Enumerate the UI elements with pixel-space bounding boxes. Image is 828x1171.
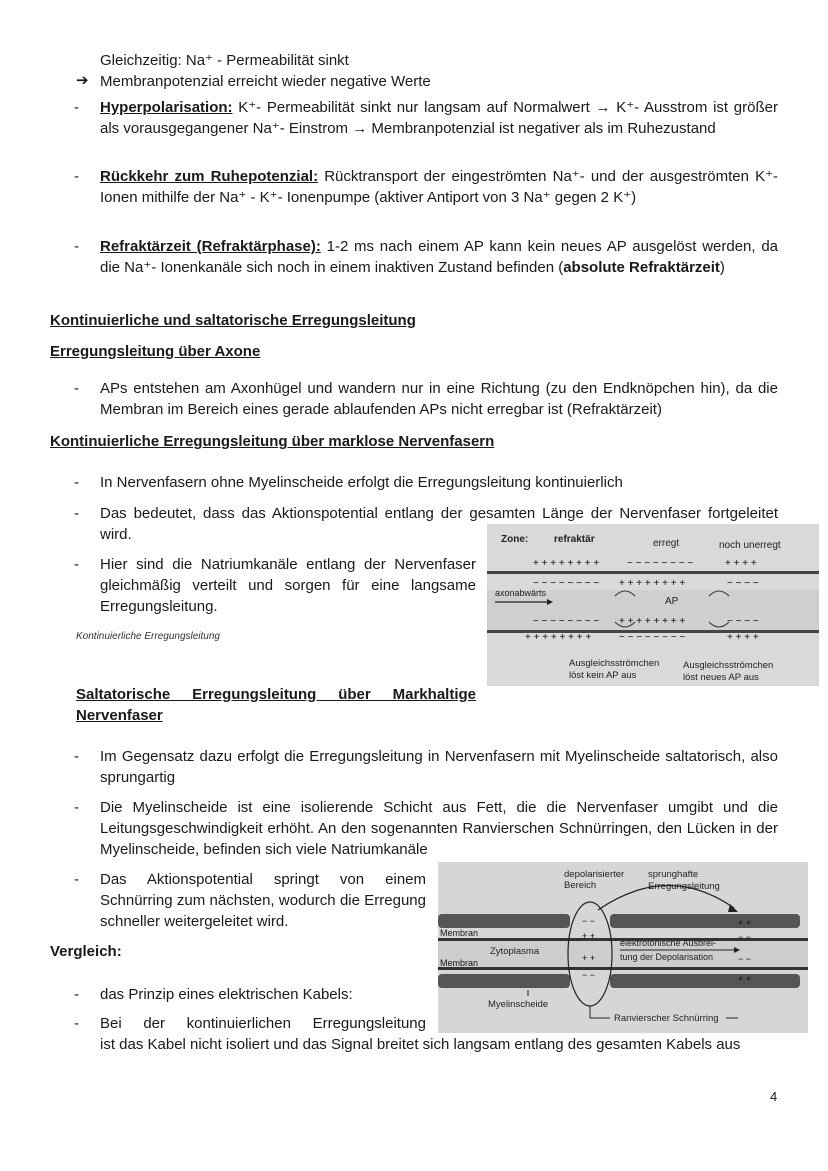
label-depolarisiert: depolarisierter [564, 869, 625, 880]
bullet-salt-2: Die Myelinscheide ist eine isolierende Schicht aus Fett, die die Nervenfaser umgibt und die Leitungsgeschwindigkeit erhöht. An den sogenannten Ranvierschen Schnürringen, den Lücken in der Myelinscheide, befinden sich viele Natriumkanäle [100, 799, 778, 858]
bullet-dash: - [74, 1015, 79, 1032]
figure-saltatory-conduction [438, 862, 808, 1033]
myelin-upper-right [610, 914, 800, 928]
label-myelinscheide: Myelinscheide [488, 999, 549, 1010]
charges-next-upper-inner: − − [738, 932, 752, 942]
bullet-salt-1: Im Gegensatz dazu erfolgt die Erregungsleitung in Nervenfasern mit Myelinscheide saltatorisch, also sprungartig [100, 748, 778, 786]
term-hyperpolarisation: Hyperpolarisation: [100, 99, 233, 116]
charges-lower-inner-minus: − − − − − − − − [533, 616, 600, 627]
bullet-hyperpolarisation: Hyperpolarisation: K⁺- Permeabilität sinkt nur langsam auf Normalwert → K⁺- Ausstrom ist größer als vorausgegangener Na⁺- Einstrom → Membranpotenzial ist negativer als im Ruhezustand [100, 99, 778, 137]
bullet-kont-3: Hier sind die Natriumkanäle entlang der Nervenfaser gleichmäßig verteilt und sorgen für eine langsame Erregungsleitung. [100, 556, 476, 615]
charges-lower-outer-plus-right: + + + + [727, 632, 759, 643]
membrane-lower [438, 967, 808, 970]
heading-kontinuierlich: Kontinuierliche Erregungsleitung über marklose Nervenfasern [50, 433, 495, 450]
charges-upper-outer-minus: − − − − − − − − [627, 558, 694, 569]
label-ap: AP [665, 596, 679, 607]
label-zytoplasma: Zytoplasma [490, 946, 540, 957]
charges-node-lower-outer: − − [582, 970, 596, 980]
bullet-salt-3: Das Aktionspotential springt von einem Schnürring zum nächsten, wodurch die Erregung schneller weitergeleitet wird. [100, 871, 426, 930]
bullet-refraktaerzeit: Refraktärzeit (Refraktärphase): 1-2 ms nach einem AP kann kein neues AP ausgelöst werden, da die Na⁺- Ionenkanäle sich noch in einem inaktiven Zustand befinden (absolute Refraktärzeit) [100, 238, 779, 276]
bullet-kont-2: Das bedeutet, dass das Aktionspotential entlang der gesamten Länge der Nervenfaser fortgeleitet wird. [100, 505, 778, 543]
charges-upper-inner-minus-right: − − − − [727, 578, 759, 589]
charges-node-upper-outer: − − [582, 916, 596, 926]
label-zone: Zone: [501, 534, 529, 545]
heading-kontinuierlich-saltatorisch: Kontinuierliche und saltatorische Erregungsleitung [50, 312, 416, 329]
label-depolarisiert-2: Bereich [564, 880, 597, 891]
bullet-dash: - [74, 380, 79, 397]
bullet-dash: - [74, 799, 79, 816]
label-refraktaer: refraktär [554, 534, 595, 545]
term-refraktaerzeit: Refraktärzeit (Refraktärphase): [100, 238, 321, 255]
top-line: Gleichzeitig: Na⁺ - Permeabilität sinkt [100, 52, 349, 69]
bullet-vergleich-2: Bei der kontinuierlichen Erregungsleitung ist das Kabel nicht isoliert und das Signal breitet sich langsam entlang des gesamten Kabels aus [100, 1015, 741, 1053]
label-elektrotonisch: elektrotonische Ausbrei- [620, 938, 717, 948]
label-sprunghaft: sprunghafte [648, 869, 699, 880]
label-membran-lower: Membran [440, 958, 479, 968]
label-ausgleich-neues-ap: Ausgleichsströmchen [683, 660, 774, 671]
charges-lower-outer-minus: − − − − − − − − [619, 632, 686, 643]
label-sprunghaft-2: Erregungsleitung [648, 881, 720, 892]
charges-lower-inner-plus: + + + + + + + + [619, 616, 686, 627]
bullet-dash: - [74, 474, 79, 491]
label-ausgleich-neues-ap-2: löst neues AP aus [683, 672, 759, 683]
arrow-icon: ➔ [76, 72, 89, 89]
bullet-dash: - [74, 556, 79, 573]
page-number: 4 [770, 1089, 778, 1104]
bullet-axone: APs entstehen am Axonhügel und wandern nur in eine Richtung (zu den Endknöpchen hin), da die Membran im Bereich eines gerade ablaufenden APs nicht erregbar ist (Refraktärzeit) [100, 380, 778, 418]
term-rueckkehr: Rückkehr zum Ruhepotenzial: [100, 168, 319, 185]
bullet-dash: - [74, 748, 79, 765]
myelin-lower-right [610, 974, 800, 988]
bullet-dash: - [74, 505, 79, 522]
charges-next-lower-outer: + + [738, 974, 752, 984]
label-ausgleich-kein-ap-2: löst kein AP aus [569, 670, 637, 681]
charges-next-lower-inner: − − [738, 954, 752, 964]
charges-upper-outer-plus-right: + + + + [725, 558, 757, 569]
heading-saltatorisch: Saltatorische Erregungsleitung über Markhaltige Nervenfaser [76, 686, 476, 724]
label-ausgleich-kein-ap: Ausgleichsströmchen [569, 658, 660, 669]
bullet-dash: - [74, 238, 79, 255]
charges-lower-inner-minus-right: − − − − [727, 616, 759, 627]
bullet-dash: - [74, 99, 79, 116]
label-elektrotonisch-2: tung der Depolarisation [620, 952, 714, 962]
label-noch-unerregt: noch unerregt [719, 540, 781, 551]
bullet-rueckkehr: Rückkehr zum Ruhepotenzial: Rücktransport der eingeströmten Na⁺- und der ausgeströmten K⁺- Ionen mithilfe der Na⁺ - K⁺- Ionenpumpe (aktiver Antiport von 3 Na⁺ gegen 2 K⁺) [100, 168, 779, 206]
label-ranvier: Ranvierscher Schnürring [614, 1013, 719, 1024]
label-membran-upper: Membran [440, 928, 479, 938]
bullet-kont-1: In Nervenfasern ohne Myelinscheide erfolgt die Erregungsleitung kontinuierlich [100, 474, 623, 491]
myelin-upper-left [438, 914, 570, 928]
charges-upper-inner-plus: + + + + + + + + [619, 578, 686, 589]
charges-upper-outer-plus: + + + + + + + + [533, 558, 600, 569]
bullet-dash: - [74, 986, 79, 1003]
bullet-dash: - [74, 168, 79, 185]
charges-upper-inner-minus: − − − − − − − − [533, 578, 600, 589]
charges-node-lower-inner: + + [582, 953, 596, 963]
figure-caption: Kontinuierliche Erregungsleitung [76, 631, 220, 642]
bullet-vergleich-1: das Prinzip eines elektrischen Kabels: [100, 986, 353, 1003]
charges-next-upper-outer: + + [738, 918, 752, 928]
charges-lower-outer-plus: + + + + + + + + [525, 632, 592, 643]
bullet-dash: - [74, 871, 79, 888]
arrow-line: Membranpotenzial erreicht wieder negative Werte [100, 73, 431, 90]
label-erregt: erregt [653, 538, 680, 549]
membrane-upper [487, 571, 819, 574]
heading-axone: Erregungsleitung über Axone [50, 343, 261, 360]
label-axonabwaerts: axonabwärts [495, 588, 547, 598]
heading-vergleich: Vergleich: [50, 943, 122, 960]
figure-continuous-conduction [487, 524, 819, 686]
myelin-lower-left [438, 974, 570, 988]
charges-node-upper-inner: + + [582, 931, 596, 941]
